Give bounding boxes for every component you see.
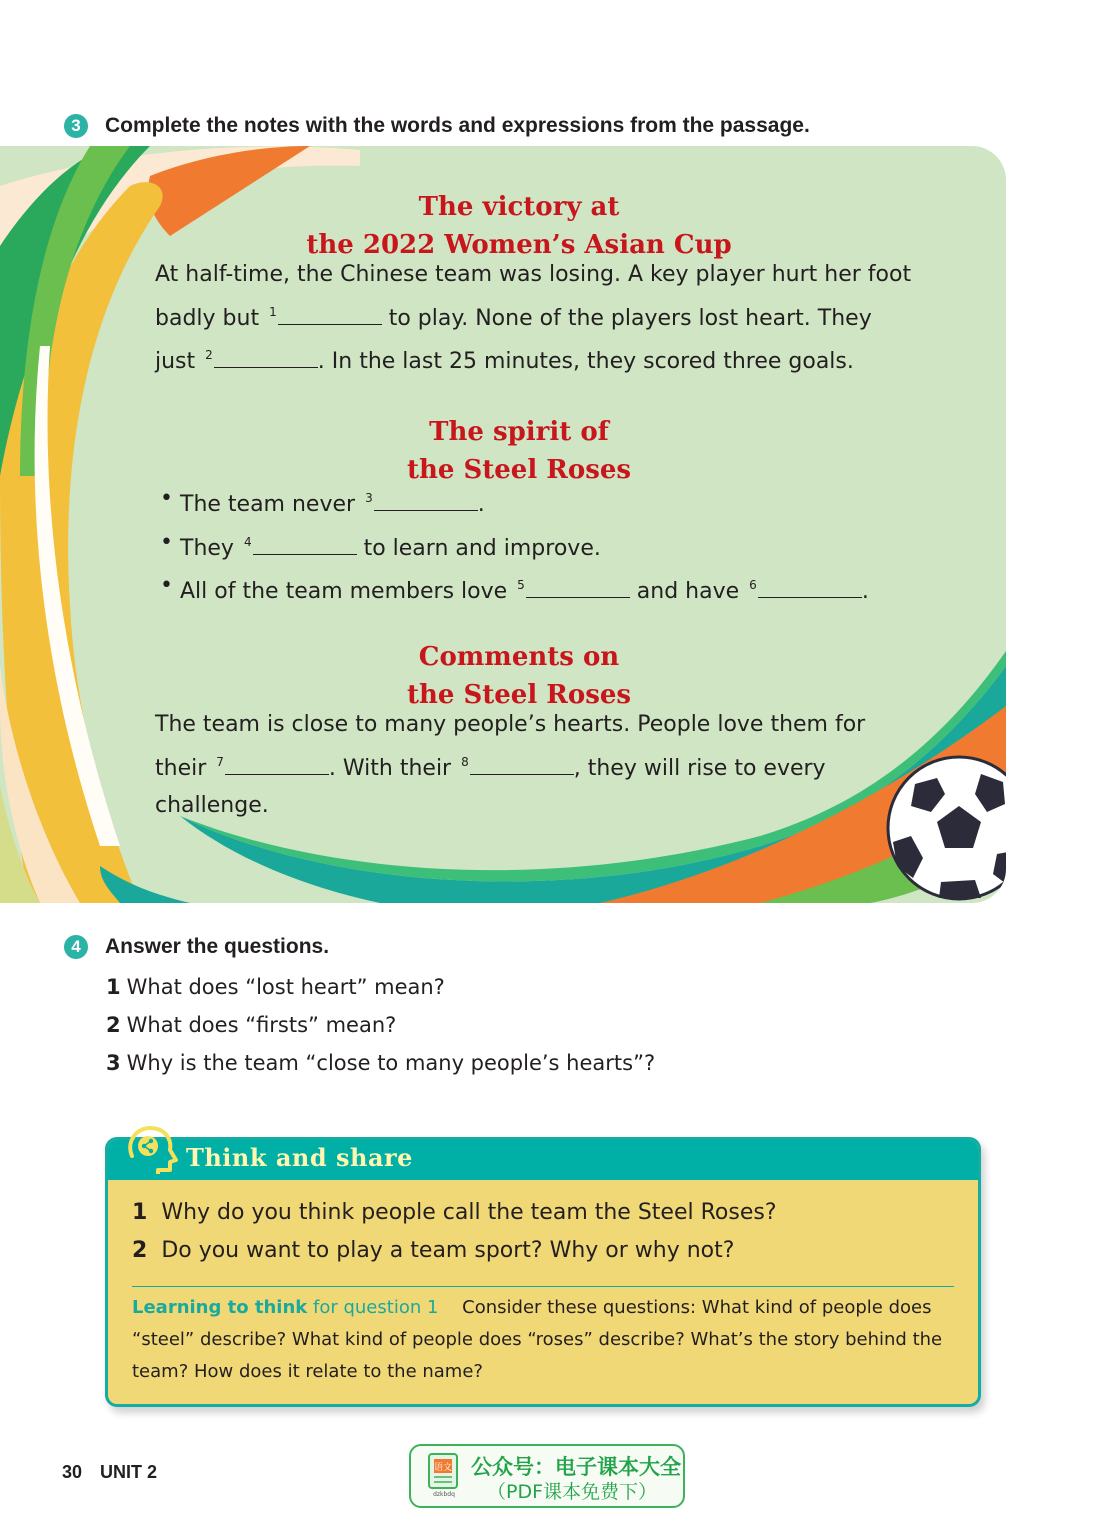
section-heading-spirit: The spirit of the Steel Roses bbox=[406, 417, 632, 485]
answer-blank-8[interactable] bbox=[470, 752, 574, 775]
svg-text:语文: 语文 bbox=[433, 1463, 453, 1473]
think-question: 1 Why do you think people call the team the Steel Roses? bbox=[132, 1200, 777, 1225]
think-and-share-title: Think and share bbox=[186, 1143, 413, 1172]
answer-blank-4[interactable] bbox=[253, 532, 357, 555]
question-item: 3 Why is the team “close to many people’s hearts”? bbox=[106, 1051, 656, 1075]
comments-paragraph: The team is close to many people’s hearts. People love them for their $^7$ . With their $^8$ , they will rise to every challenge. bbox=[155, 712, 866, 818]
book-icon bbox=[425, 1452, 463, 1498]
task-number-badge: 3 bbox=[64, 114, 88, 138]
think-and-share-box bbox=[105, 1137, 981, 1407]
answer-blank-2[interactable] bbox=[214, 345, 318, 368]
list-item: • All of the team members love $^5$ and have $^6$ . bbox=[160, 567, 920, 611]
watermark-stamp bbox=[409, 1444, 685, 1508]
learning-to-think-note: Learning to think for question 1 Consider these questions: What kind of people does “steel” describe? What kind of people does “roses” describe? What’s the story behind the team? How does it relate to the name? bbox=[132, 1297, 943, 1382]
answer-blank-7[interactable] bbox=[225, 752, 329, 775]
page-number: 30 bbox=[62, 1462, 83, 1482]
section-heading-victory: The victory at the 2022 Women’s Asian Cup bbox=[306, 192, 732, 260]
list-item: • The team never $^3$ . bbox=[160, 480, 920, 524]
notes-panel bbox=[0, 146, 1006, 903]
head-share-icon bbox=[124, 1126, 180, 1174]
spirit-bullet-list bbox=[160, 480, 920, 611]
stamp-subtext: （PDF课本免费下） bbox=[487, 1481, 658, 1503]
victory-paragraph: At half-time, the Chinese team was losing. A key player hurt her foot badly but $^1$ to play. None of the players lost heart. They just $^2$ . In the last 25 minutes, they scored three goals. bbox=[155, 262, 912, 374]
task-number-badge: 4 bbox=[64, 935, 88, 959]
answer-blank-6[interactable] bbox=[758, 575, 862, 598]
svg-text:dzkbdq: dzkbdq bbox=[433, 1491, 455, 1498]
answer-blank-3[interactable] bbox=[374, 488, 478, 511]
think-question: 2 Do you want to play a team sport? Why or why not? bbox=[132, 1238, 735, 1263]
page-footer bbox=[62, 1462, 175, 1483]
question-item: 1 What does “lost heart” mean? bbox=[106, 975, 445, 999]
section-heading-comments: Comments on the Steel Roses bbox=[406, 642, 632, 710]
question-item: 2 What does “firsts” mean? bbox=[106, 1013, 397, 1037]
divider bbox=[132, 1286, 954, 1287]
task-instruction: Answer the questions. bbox=[105, 935, 330, 958]
list-item: • They $^4$ to learn and improve. bbox=[160, 524, 920, 568]
answer-blank-5[interactable] bbox=[526, 575, 630, 598]
answer-blank-1[interactable] bbox=[278, 302, 382, 325]
unit-label: UNIT 2 bbox=[100, 1462, 158, 1482]
stamp-text: 公众号：电子课本大全 bbox=[471, 1455, 681, 1479]
task-instruction: Complete the notes with the words and expressions from the passage. bbox=[105, 114, 810, 137]
